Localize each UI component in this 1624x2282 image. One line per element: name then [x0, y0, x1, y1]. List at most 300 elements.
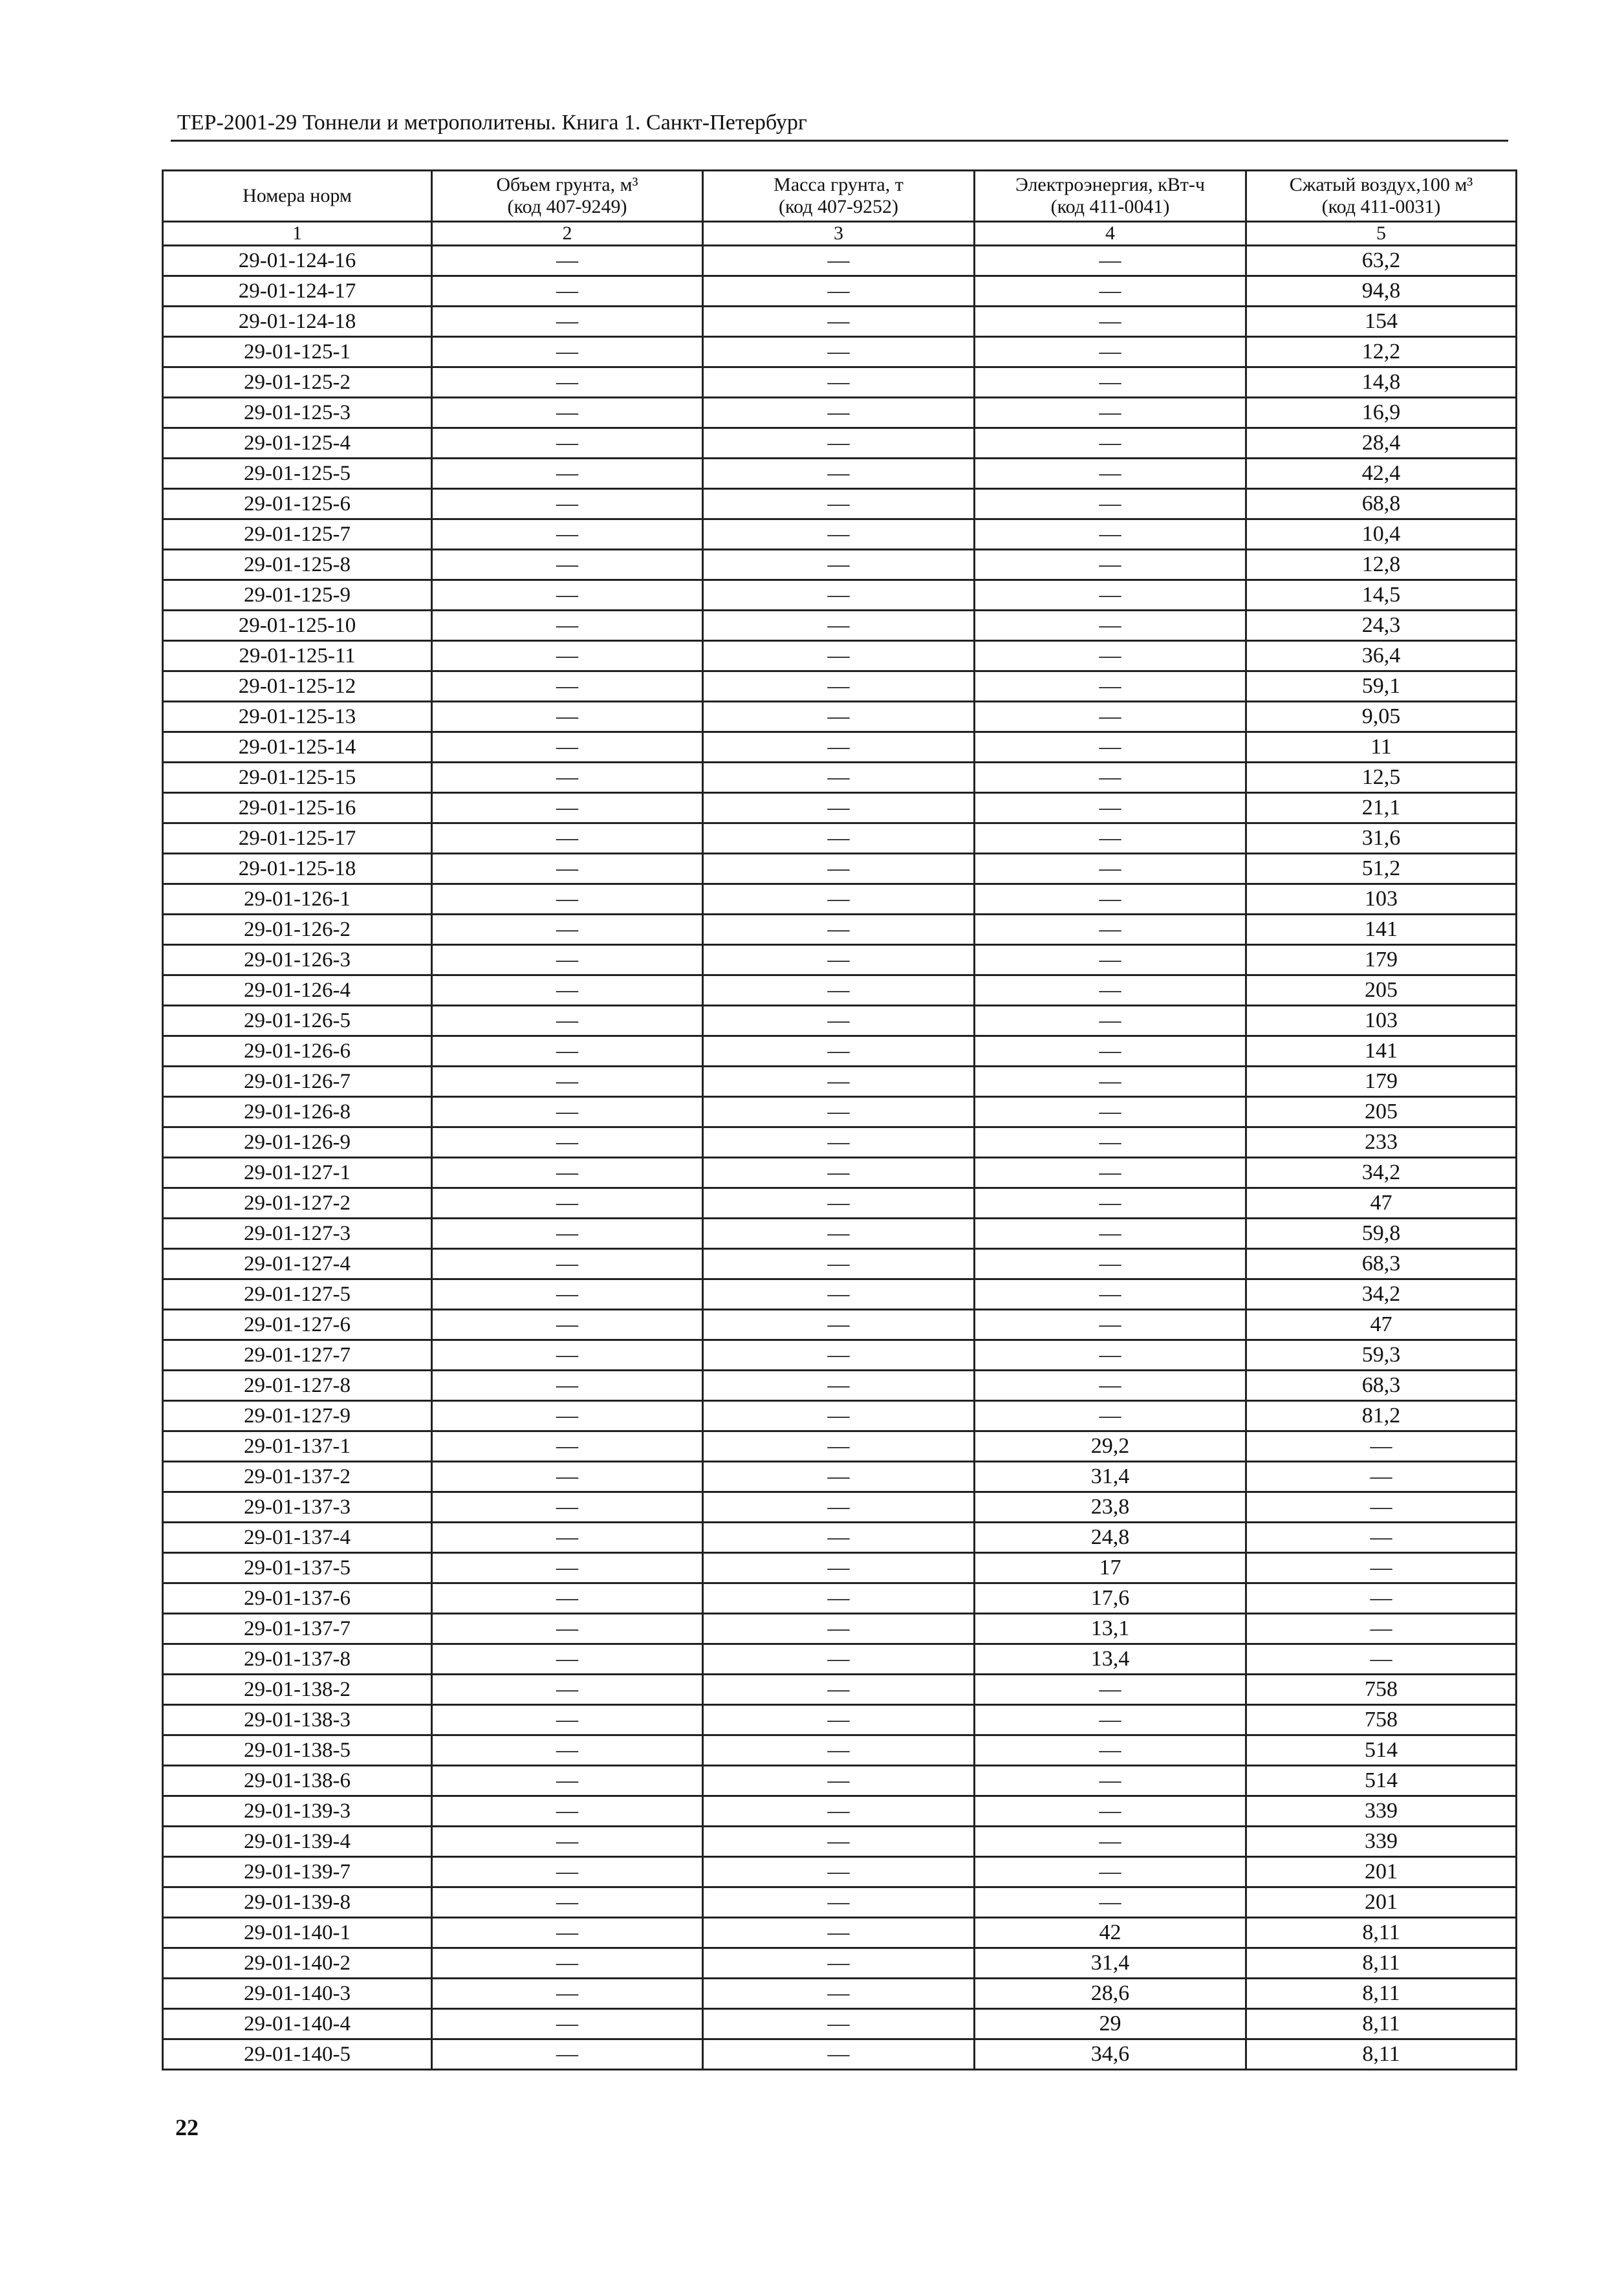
norm-code-cell: 29-01-126-5: [163, 1006, 432, 1036]
soil-mass-cell: —: [703, 1310, 975, 1340]
electricity-cell: —: [975, 915, 1246, 945]
electricity-cell: 23,8: [975, 1492, 1246, 1523]
norm-code-cell: 29-01-125-5: [163, 459, 432, 489]
norm-code-cell: 29-01-125-11: [163, 641, 432, 671]
norm-code-cell: 29-01-138-3: [163, 1705, 432, 1735]
norm-code-cell: 29-01-139-4: [163, 1827, 432, 1857]
compressed-air-cell: 34,2: [1246, 1279, 1517, 1310]
electricity-cell: 28,6: [975, 1979, 1246, 2009]
table-row: [163, 1401, 1517, 1431]
electricity-cell: —: [975, 854, 1246, 884]
soil-mass-cell: —: [703, 611, 975, 641]
norm-code-cell: 29-01-124-17: [163, 276, 432, 307]
soil-mass-cell: —: [703, 1431, 975, 1462]
electricity-cell: 17: [975, 1553, 1246, 1583]
compressed-air-cell: 51,2: [1246, 854, 1517, 884]
table-row: [163, 1857, 1517, 1887]
norm-code-cell: 29-01-127-2: [163, 1188, 432, 1219]
soil-mass-cell: —: [703, 2009, 975, 2039]
norms-table-container: [162, 169, 1517, 2070]
table-row: [163, 1979, 1517, 2009]
soil-volume-cell: —: [432, 1735, 703, 1766]
soil-volume-cell: —: [432, 337, 703, 367]
norm-code-cell: 29-01-125-3: [163, 398, 432, 428]
table-row: [163, 489, 1517, 519]
page-number: 22: [175, 2114, 199, 2140]
norm-code-cell: 29-01-140-1: [163, 1918, 432, 1948]
electricity-cell: —: [975, 1158, 1246, 1188]
compressed-air-cell: —: [1246, 1492, 1517, 1523]
table-row: [163, 1249, 1517, 1279]
electricity-cell: —: [975, 459, 1246, 489]
soil-mass-cell: —: [703, 2039, 975, 2070]
norm-code-cell: 29-01-125-17: [163, 823, 432, 854]
header-soil-mass: Масса грунта, т (код 407-9252): [703, 171, 975, 222]
soil-mass-cell: —: [703, 1158, 975, 1188]
electricity-cell: —: [975, 1006, 1246, 1036]
soil-volume-cell: —: [432, 763, 703, 793]
soil-mass-cell: —: [703, 641, 975, 671]
soil-volume-cell: —: [432, 1827, 703, 1857]
soil-volume-cell: —: [432, 1766, 703, 1796]
table-row: [163, 1766, 1517, 1796]
column-number-row: [163, 222, 1517, 246]
compressed-air-cell: 9,05: [1246, 702, 1517, 732]
compressed-air-cell: 28,4: [1246, 428, 1517, 459]
electricity-cell: —: [975, 1766, 1246, 1796]
soil-mass-cell: —: [703, 1249, 975, 1279]
soil-mass-cell: —: [703, 763, 975, 793]
norm-code-cell: 29-01-125-7: [163, 519, 432, 550]
soil-volume-cell: —: [432, 1979, 703, 2009]
electricity-cell: —: [975, 1401, 1246, 1431]
header-electricity: Электроэнергия, кВт-ч (код 411-0041): [975, 171, 1246, 222]
table-row: [163, 1644, 1517, 1675]
soil-mass-cell: —: [703, 550, 975, 580]
compressed-air-cell: 10,4: [1246, 519, 1517, 550]
table-row: [163, 823, 1517, 854]
electricity-cell: —: [975, 1796, 1246, 1827]
table-row: [163, 1462, 1517, 1492]
soil-volume-cell: —: [432, 1249, 703, 1279]
norm-code-cell: 29-01-140-3: [163, 1979, 432, 2009]
electricity-cell: —: [975, 945, 1246, 975]
compressed-air-cell: 47: [1246, 1188, 1517, 1219]
column-number: 3: [703, 222, 975, 246]
norm-code-cell: 29-01-127-3: [163, 1219, 432, 1249]
soil-volume-cell: —: [432, 428, 703, 459]
soil-mass-cell: —: [703, 1219, 975, 1249]
soil-volume-cell: —: [432, 489, 703, 519]
compressed-air-cell: 68,8: [1246, 489, 1517, 519]
norm-code-cell: 29-01-125-18: [163, 854, 432, 884]
norm-code-cell: 29-01-126-6: [163, 1036, 432, 1067]
norm-code-cell: 29-01-137-6: [163, 1583, 432, 1614]
soil-mass-cell: —: [703, 1979, 975, 2009]
soil-volume-cell: —: [432, 1401, 703, 1431]
table-row: [163, 1310, 1517, 1340]
compressed-air-cell: 205: [1246, 1097, 1517, 1127]
electricity-cell: —: [975, 1097, 1246, 1127]
compressed-air-cell: 179: [1246, 1067, 1517, 1097]
header-compressed-air: Сжатый воздух,100 м³ (код 411-0031): [1246, 171, 1517, 222]
compressed-air-cell: 758: [1246, 1675, 1517, 1705]
compressed-air-cell: 103: [1246, 1006, 1517, 1036]
norm-code-cell: 29-01-125-6: [163, 489, 432, 519]
norm-code-cell: 29-01-126-8: [163, 1097, 432, 1127]
table-row: [163, 1219, 1517, 1249]
electricity-cell: —: [975, 732, 1246, 763]
soil-volume-cell: —: [432, 732, 703, 763]
electricity-cell: —: [975, 1705, 1246, 1735]
table-row: [163, 702, 1517, 732]
compressed-air-cell: —: [1246, 1644, 1517, 1675]
soil-volume-cell: —: [432, 915, 703, 945]
soil-mass-cell: —: [703, 1127, 975, 1158]
soil-mass-cell: —: [703, 367, 975, 398]
soil-volume-cell: —: [432, 1948, 703, 1979]
soil-mass-cell: —: [703, 702, 975, 732]
compressed-air-cell: 34,2: [1246, 1158, 1517, 1188]
soil-volume-cell: —: [432, 1279, 703, 1310]
soil-mass-cell: —: [703, 307, 975, 337]
soil-volume-cell: —: [432, 2009, 703, 2039]
compressed-air-cell: 205: [1246, 975, 1517, 1006]
norm-code-cell: 29-01-127-8: [163, 1371, 432, 1401]
compressed-air-cell: —: [1246, 1614, 1517, 1644]
compressed-air-cell: 514: [1246, 1766, 1517, 1796]
electricity-cell: —: [975, 276, 1246, 307]
norm-code-cell: 29-01-138-5: [163, 1735, 432, 1766]
soil-mass-cell: —: [703, 489, 975, 519]
soil-mass-cell: —: [703, 671, 975, 702]
norm-code-cell: 29-01-125-2: [163, 367, 432, 398]
table-row: [163, 1006, 1517, 1036]
soil-mass-cell: —: [703, 1948, 975, 1979]
compressed-air-cell: 59,8: [1246, 1219, 1517, 1249]
soil-mass-cell: —: [703, 1492, 975, 1523]
soil-mass-cell: —: [703, 793, 975, 823]
compressed-air-cell: 24,3: [1246, 611, 1517, 641]
compressed-air-cell: 63,2: [1246, 246, 1517, 276]
compressed-air-cell: 94,8: [1246, 276, 1517, 307]
compressed-air-cell: 103: [1246, 884, 1517, 915]
table-row: [163, 337, 1517, 367]
table-row: [163, 884, 1517, 915]
table-row: [163, 1735, 1517, 1766]
soil-mass-cell: —: [703, 1796, 975, 1827]
electricity-cell: 29,2: [975, 1431, 1246, 1462]
table-row: [163, 1127, 1517, 1158]
electricity-cell: —: [975, 1887, 1246, 1918]
table-row: [163, 428, 1517, 459]
compressed-air-cell: 233: [1246, 1127, 1517, 1158]
compressed-air-cell: 141: [1246, 1036, 1517, 1067]
soil-volume-cell: —: [432, 975, 703, 1006]
norm-code-cell: 29-01-126-9: [163, 1127, 432, 1158]
norm-code-cell: 29-01-124-16: [163, 246, 432, 276]
soil-mass-cell: —: [703, 519, 975, 550]
electricity-cell: —: [975, 1219, 1246, 1249]
table-row: [163, 1036, 1517, 1067]
table-row: [163, 519, 1517, 550]
compressed-air-cell: 201: [1246, 1887, 1517, 1918]
compressed-air-cell: 758: [1246, 1705, 1517, 1735]
soil-volume-cell: —: [432, 550, 703, 580]
soil-mass-cell: —: [703, 1766, 975, 1796]
norm-code-cell: 29-01-126-4: [163, 975, 432, 1006]
table-row: [163, 1431, 1517, 1462]
table-row: [163, 2009, 1517, 2039]
table-row: [163, 1097, 1517, 1127]
electricity-cell: —: [975, 1675, 1246, 1705]
norm-code-cell: 29-01-138-6: [163, 1766, 432, 1796]
electricity-cell: —: [975, 1827, 1246, 1857]
table-row: [163, 915, 1517, 945]
soil-volume-cell: —: [432, 641, 703, 671]
norm-code-cell: 29-01-140-4: [163, 2009, 432, 2039]
electricity-cell: 34,6: [975, 2039, 1246, 2070]
norm-code-cell: 29-01-137-4: [163, 1523, 432, 1553]
compressed-air-cell: 14,8: [1246, 367, 1517, 398]
electricity-cell: —: [975, 580, 1246, 611]
norm-code-cell: 29-01-125-13: [163, 702, 432, 732]
norm-code-cell: 29-01-126-7: [163, 1067, 432, 1097]
compressed-air-cell: 12,8: [1246, 550, 1517, 580]
norm-code-cell: 29-01-125-1: [163, 337, 432, 367]
compressed-air-cell: 16,9: [1246, 398, 1517, 428]
soil-volume-cell: —: [432, 702, 703, 732]
soil-mass-cell: —: [703, 1705, 975, 1735]
electricity-cell: —: [975, 763, 1246, 793]
column-number: 5: [1246, 222, 1517, 246]
electricity-cell: —: [975, 1249, 1246, 1279]
table-row: [163, 611, 1517, 641]
table-row: [163, 1918, 1517, 1948]
compressed-air-cell: —: [1246, 1523, 1517, 1553]
electricity-cell: —: [975, 489, 1246, 519]
table-row: [163, 641, 1517, 671]
table-row: [163, 793, 1517, 823]
table-row: [163, 945, 1517, 975]
soil-mass-cell: —: [703, 1918, 975, 1948]
compressed-air-cell: 59,1: [1246, 671, 1517, 702]
soil-mass-cell: —: [703, 337, 975, 367]
soil-volume-cell: —: [432, 519, 703, 550]
compressed-air-cell: 8,11: [1246, 1948, 1517, 1979]
norm-code-cell: 29-01-125-12: [163, 671, 432, 702]
norm-code-cell: 29-01-137-8: [163, 1644, 432, 1675]
compressed-air-cell: 514: [1246, 1735, 1517, 1766]
electricity-cell: —: [975, 519, 1246, 550]
norm-code-cell: 29-01-137-1: [163, 1431, 432, 1462]
header-soil-volume: Объем грунта, м³ (код 407-9249): [432, 171, 703, 222]
table-header-row: [163, 171, 1517, 222]
soil-volume-cell: —: [432, 1127, 703, 1158]
soil-volume-cell: —: [432, 945, 703, 975]
soil-volume-cell: —: [432, 1705, 703, 1735]
norm-code-cell: 29-01-127-7: [163, 1340, 432, 1371]
norm-code-cell: 29-01-137-3: [163, 1492, 432, 1523]
table-row: [163, 1614, 1517, 1644]
soil-volume-cell: —: [432, 1462, 703, 1492]
compressed-air-cell: 179: [1246, 945, 1517, 975]
table-body: [163, 246, 1517, 2070]
table-row: [163, 671, 1517, 702]
electricity-cell: —: [975, 1188, 1246, 1219]
soil-volume-cell: —: [432, 793, 703, 823]
electricity-cell: 13,1: [975, 1614, 1246, 1644]
norm-code-cell: 29-01-125-16: [163, 793, 432, 823]
compressed-air-cell: 8,11: [1246, 2039, 1517, 2070]
soil-volume-cell: —: [432, 1219, 703, 1249]
header-title: ТЕР-2001-29 Тоннели и метрополитены. Книга 1. Санкт-Петербург: [177, 111, 807, 135]
electricity-cell: —: [975, 1067, 1246, 1097]
soil-mass-cell: —: [703, 732, 975, 763]
soil-mass-cell: —: [703, 1614, 975, 1644]
soil-mass-cell: —: [703, 884, 975, 915]
norm-code-cell: 29-01-125-14: [163, 732, 432, 763]
soil-mass-cell: —: [703, 1735, 975, 1766]
norm-code-cell: 29-01-127-6: [163, 1310, 432, 1340]
table-row: [163, 1827, 1517, 1857]
compressed-air-cell: 14,5: [1246, 580, 1517, 611]
soil-volume-cell: —: [432, 1431, 703, 1462]
soil-mass-cell: —: [703, 945, 975, 975]
table-row: [163, 1675, 1517, 1705]
norm-code-cell: 29-01-124-18: [163, 307, 432, 337]
soil-mass-cell: —: [703, 1097, 975, 1127]
soil-volume-cell: —: [432, 398, 703, 428]
electricity-cell: —: [975, 975, 1246, 1006]
table-row: [163, 307, 1517, 337]
norm-code-cell: 29-01-139-7: [163, 1857, 432, 1887]
electricity-cell: 31,4: [975, 1948, 1246, 1979]
norm-code-cell: 29-01-138-2: [163, 1675, 432, 1705]
compressed-air-cell: 81,2: [1246, 1401, 1517, 1431]
soil-mass-cell: —: [703, 580, 975, 611]
compressed-air-cell: —: [1246, 1462, 1517, 1492]
norm-code-cell: 29-01-137-2: [163, 1462, 432, 1492]
soil-mass-cell: —: [703, 823, 975, 854]
electricity-cell: —: [975, 1127, 1246, 1158]
compressed-air-cell: 12,5: [1246, 763, 1517, 793]
soil-volume-cell: —: [432, 671, 703, 702]
compressed-air-cell: 42,4: [1246, 459, 1517, 489]
soil-mass-cell: —: [703, 915, 975, 945]
column-number: 1: [163, 222, 432, 246]
soil-volume-cell: —: [432, 1644, 703, 1675]
running-header: [171, 109, 1508, 142]
soil-mass-cell: —: [703, 1827, 975, 1857]
soil-volume-cell: —: [432, 1188, 703, 1219]
compressed-air-cell: —: [1246, 1431, 1517, 1462]
soil-volume-cell: —: [432, 246, 703, 276]
electricity-cell: —: [975, 550, 1246, 580]
electricity-cell: 42: [975, 1918, 1246, 1948]
compressed-air-cell: 8,11: [1246, 1979, 1517, 2009]
electricity-cell: —: [975, 246, 1246, 276]
norm-code-cell: 29-01-125-4: [163, 428, 432, 459]
table-row: [163, 580, 1517, 611]
table-row: [163, 1523, 1517, 1553]
electricity-cell: —: [975, 671, 1246, 702]
soil-volume-cell: —: [432, 854, 703, 884]
soil-mass-cell: —: [703, 1036, 975, 1067]
table-row: [163, 1188, 1517, 1219]
soil-volume-cell: —: [432, 2039, 703, 2070]
norm-code-cell: 29-01-127-5: [163, 1279, 432, 1310]
electricity-cell: —: [975, 641, 1246, 671]
soil-mass-cell: —: [703, 1523, 975, 1553]
soil-volume-cell: —: [432, 1492, 703, 1523]
soil-mass-cell: —: [703, 246, 975, 276]
norm-code-cell: 29-01-126-2: [163, 915, 432, 945]
soil-mass-cell: —: [703, 1462, 975, 1492]
soil-volume-cell: —: [432, 1583, 703, 1614]
compressed-air-cell: 59,3: [1246, 1340, 1517, 1371]
compressed-air-cell: —: [1246, 1583, 1517, 1614]
table-row: [163, 550, 1517, 580]
table-row: [163, 1705, 1517, 1735]
soil-mass-cell: —: [703, 1644, 975, 1675]
table-row: [163, 367, 1517, 398]
table-row: [163, 1371, 1517, 1401]
table-row: [163, 398, 1517, 428]
table-row: [163, 1796, 1517, 1827]
electricity-cell: —: [975, 367, 1246, 398]
soil-mass-cell: —: [703, 1401, 975, 1431]
norm-code-cell: 29-01-125-8: [163, 550, 432, 580]
soil-volume-cell: —: [432, 1036, 703, 1067]
soil-mass-cell: —: [703, 854, 975, 884]
electricity-cell: —: [975, 1857, 1246, 1887]
soil-volume-cell: —: [432, 1067, 703, 1097]
electricity-cell: —: [975, 1279, 1246, 1310]
soil-mass-cell: —: [703, 1371, 975, 1401]
compressed-air-cell: 31,6: [1246, 823, 1517, 854]
table-row: [163, 459, 1517, 489]
soil-volume-cell: —: [432, 1614, 703, 1644]
norm-code-cell: 29-01-125-9: [163, 580, 432, 611]
soil-mass-cell: —: [703, 398, 975, 428]
table-row: [163, 276, 1517, 307]
soil-volume-cell: —: [432, 1553, 703, 1583]
compressed-air-cell: 21,1: [1246, 793, 1517, 823]
soil-volume-cell: —: [432, 1340, 703, 1371]
column-number: 4: [975, 222, 1246, 246]
table-row: [163, 732, 1517, 763]
table-row: [163, 1948, 1517, 1979]
soil-volume-cell: —: [432, 823, 703, 854]
norm-code-cell: 29-01-140-5: [163, 2039, 432, 2070]
electricity-cell: —: [975, 611, 1246, 641]
soil-volume-cell: —: [432, 580, 703, 611]
norm-code-cell: 29-01-137-5: [163, 1553, 432, 1583]
table-row: [163, 1067, 1517, 1097]
compressed-air-cell: 154: [1246, 307, 1517, 337]
soil-volume-cell: —: [432, 459, 703, 489]
compressed-air-cell: 47: [1246, 1310, 1517, 1340]
electricity-cell: —: [975, 823, 1246, 854]
compressed-air-cell: 11: [1246, 732, 1517, 763]
electricity-cell: —: [975, 884, 1246, 915]
table-row: [163, 246, 1517, 276]
soil-volume-cell: —: [432, 1310, 703, 1340]
soil-volume-cell: —: [432, 1158, 703, 1188]
electricity-cell: —: [975, 428, 1246, 459]
norm-code-cell: 29-01-127-4: [163, 1249, 432, 1279]
